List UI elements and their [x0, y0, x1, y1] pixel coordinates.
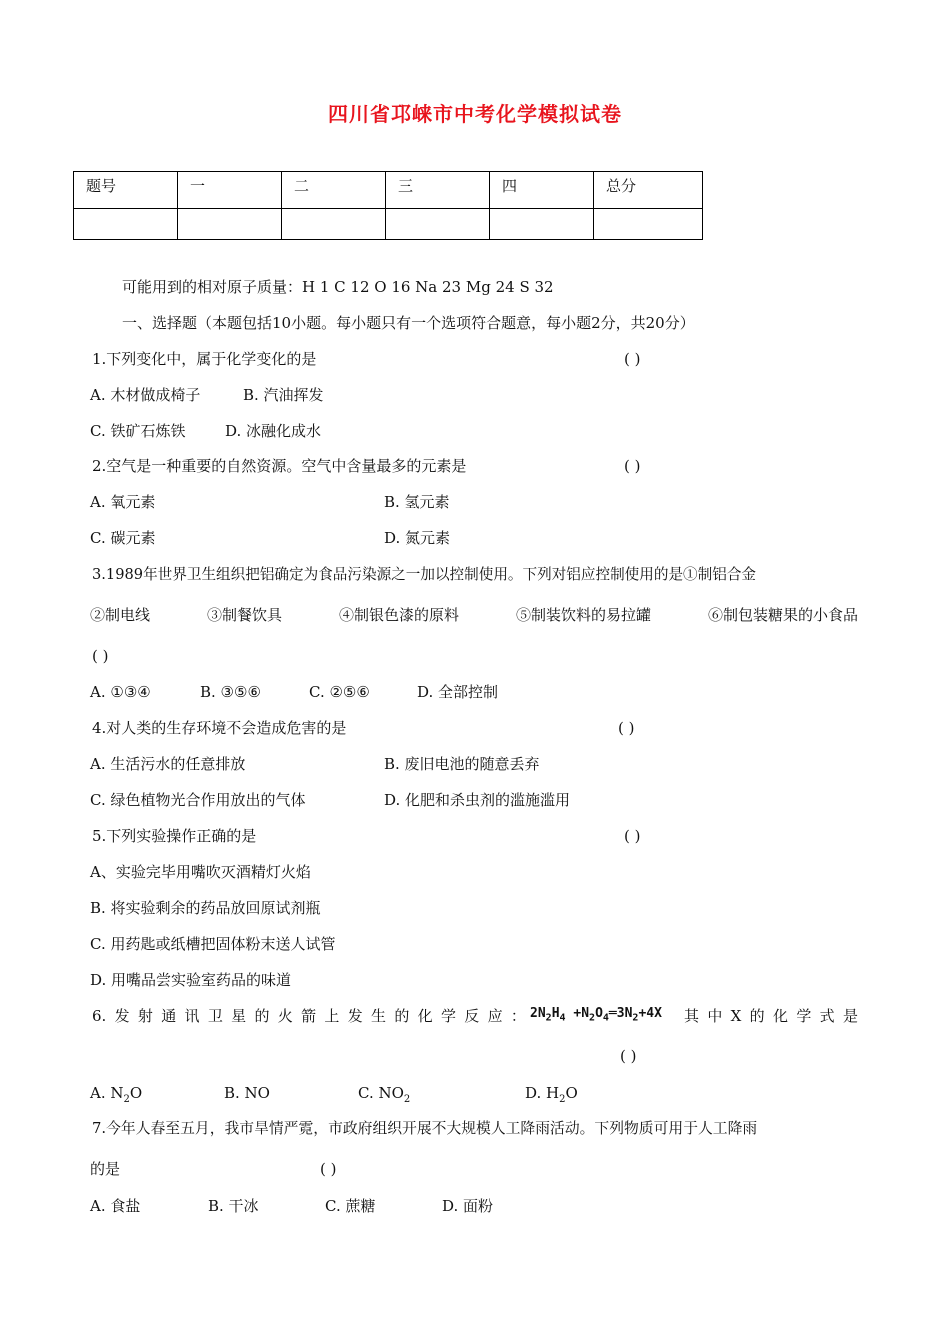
- q5-option-b: B. 将实验剩余的药品放回原试剂瓶: [90, 899, 321, 917]
- q6-char: ：: [510, 1007, 526, 1025]
- q6-char: 式: [819, 1007, 835, 1025]
- q3-option-b: B. ③⑤⑥: [200, 683, 261, 701]
- q6-char: 发: [114, 1007, 130, 1025]
- q3-option-c: C. ②⑤⑥: [309, 683, 370, 701]
- q5-option-c: C. 用药匙或纸槽把固体粉末送人试管: [90, 935, 336, 953]
- q3-stem-line1: 3.1989年世界卫生组织把铝确定为食品污染源之一加以控制使用。下列对铝应控制使用的是①制铝合金: [92, 566, 757, 583]
- q7-option-b: B. 干冰: [208, 1197, 259, 1215]
- q6-option-d: D. $H_2O$: [525, 1084, 578, 1105]
- section-heading: 一、选择题（本题包括10小题。每小题只有一个选项符合题意，每小题2分，共20分）: [122, 314, 695, 332]
- q4-option-b: B. 废旧电池的随意丢弃: [384, 755, 540, 773]
- score-header-cell: 四: [490, 172, 594, 209]
- q6-char: 星: [231, 1007, 247, 1025]
- score-table: [73, 171, 703, 240]
- q6-char: 化: [417, 1007, 433, 1025]
- q3-item: ⑥制包装糖果的小食品: [707, 606, 858, 624]
- q5-option-a: A、实验完毕用嘴吹灭酒精灯火焰: [90, 863, 311, 881]
- q6-option-c: C. $NO_2$: [358, 1084, 411, 1105]
- score-header-cell: 一: [178, 172, 282, 209]
- q7-stem-line1: 7.今年人春至五月，我市旱情严霓，市政府组织开展不大规模人工降雨活动。下列物质可用于人工降雨: [92, 1120, 758, 1137]
- score-header-cell: 二: [282, 172, 386, 209]
- q3-item: ②制电线: [90, 606, 151, 624]
- q6-char: 6.: [92, 1007, 107, 1025]
- q6-char: 是: [842, 1007, 858, 1025]
- q1-option-a: A. 木材做成椅子: [90, 386, 201, 404]
- score-header-cell: 总分: [594, 172, 703, 209]
- score-value-cell: [74, 209, 178, 240]
- q1-option-d: D. 冰融化成水: [225, 422, 322, 440]
- score-table-value-row: [74, 209, 703, 240]
- score-value-cell: [386, 209, 490, 240]
- q6-char: 生: [371, 1007, 387, 1025]
- q6-char: 学: [440, 1007, 456, 1025]
- q7-answer-paren: ( ): [320, 1160, 337, 1178]
- q3-answer-paren: ( ): [92, 647, 109, 665]
- q6-char: X: [730, 1007, 742, 1025]
- q2-answer-paren: ( ): [624, 457, 641, 475]
- q3-item: ⑤制装饮料的易拉罐: [515, 606, 651, 624]
- q6-reaction-formula: $2N_2H_4$ $+N_2O_4═3N_2+4X$: [530, 1006, 662, 1024]
- q2-stem: 2.空气是一种重要的自然资源。空气中含量最多的元素是: [92, 457, 467, 475]
- score-value-cell: [594, 209, 703, 240]
- q5-answer-paren: ( ): [624, 827, 641, 845]
- score-table-header-row: [74, 172, 703, 209]
- q3-stem-line2: [90, 605, 858, 625]
- score-value-cell: [490, 209, 594, 240]
- q6-char: 发: [347, 1007, 363, 1025]
- q6-option-b: B. NO: [224, 1084, 270, 1102]
- score-value-cell: [282, 209, 386, 240]
- q6-char: 的: [394, 1007, 410, 1025]
- q7-option-a: A. 食盐: [90, 1197, 141, 1215]
- q1-stem: 1.下列变化中，属于化学变化的是: [92, 350, 317, 368]
- q3-option-a: A. ①③④: [90, 683, 151, 701]
- q6-char: 反: [464, 1007, 480, 1025]
- q4-answer-paren: ( ): [618, 719, 635, 737]
- q7-stem-line2: 的是: [90, 1160, 121, 1178]
- q6-char: 讯: [184, 1007, 200, 1025]
- q2-option-b: B. 氢元素: [384, 493, 450, 511]
- q7-option-c: C. 蔗糖: [325, 1197, 376, 1215]
- q6-char: 通: [161, 1007, 177, 1025]
- q2-option-a: A. 氧元素: [90, 493, 156, 511]
- q3-item: ③制餐饮具: [206, 606, 282, 624]
- q5-stem: 5.下列实验操作正确的是: [92, 827, 257, 845]
- q6-char: 箭: [301, 1007, 317, 1025]
- q1-option-c: C. 铁矿石炼铁: [90, 422, 186, 440]
- q6-char: 上: [324, 1007, 340, 1025]
- q6-option-a: A. $N_2O$: [90, 1084, 143, 1105]
- q6-char: 学: [796, 1007, 812, 1025]
- page-title: 四川省邛崃市中考化学模拟试卷: [328, 102, 622, 126]
- score-header-cell: 三: [386, 172, 490, 209]
- q6-char: 应: [487, 1007, 503, 1025]
- q6-char: 化: [772, 1007, 788, 1025]
- q4-stem: 4.对人类的生存环境不会造成危害的是: [92, 719, 347, 737]
- q6-char: 射: [137, 1007, 153, 1025]
- atomic-mass-line: 可能用到的相对原子质量：H 1 C 12 O 16 Na 23 Mg 24 S 32: [122, 278, 554, 296]
- q6-answer-paren: ( ): [620, 1047, 637, 1065]
- q6-char: 其: [684, 1007, 700, 1025]
- q6-char: 卫: [207, 1007, 223, 1025]
- q5-option-d: D. 用嘴品尝实验室药品的味道: [90, 971, 292, 989]
- q2-option-c: C. 碳元素: [90, 529, 156, 547]
- q4-option-c: C. 绿色植物光合作用放出的气体: [90, 791, 306, 809]
- q6-char: 的: [749, 1007, 765, 1025]
- q7-option-d: D. 面粉: [442, 1197, 494, 1215]
- q3-option-d: D. 全部控制: [417, 683, 499, 701]
- q1-answer-paren: ( ): [624, 350, 641, 368]
- q3-item: ④制银色漆的原料: [338, 606, 459, 624]
- score-value-cell: [178, 209, 282, 240]
- q6-stem-tail: [684, 1006, 858, 1026]
- q4-option-d: D. 化肥和杀虫剂的滥施滥用: [384, 791, 571, 809]
- q6-char: 火: [277, 1007, 293, 1025]
- q2-option-d: D. 氮元素: [384, 529, 451, 547]
- q6-char: 中: [707, 1007, 723, 1025]
- q1-option-b: B. 汽油挥发: [243, 386, 324, 404]
- q4-option-a: A. 生活污水的任意排放: [90, 755, 246, 773]
- q6-stem: [92, 1006, 526, 1026]
- q6-char: 的: [254, 1007, 270, 1025]
- score-header-cell: 题号: [74, 172, 178, 209]
